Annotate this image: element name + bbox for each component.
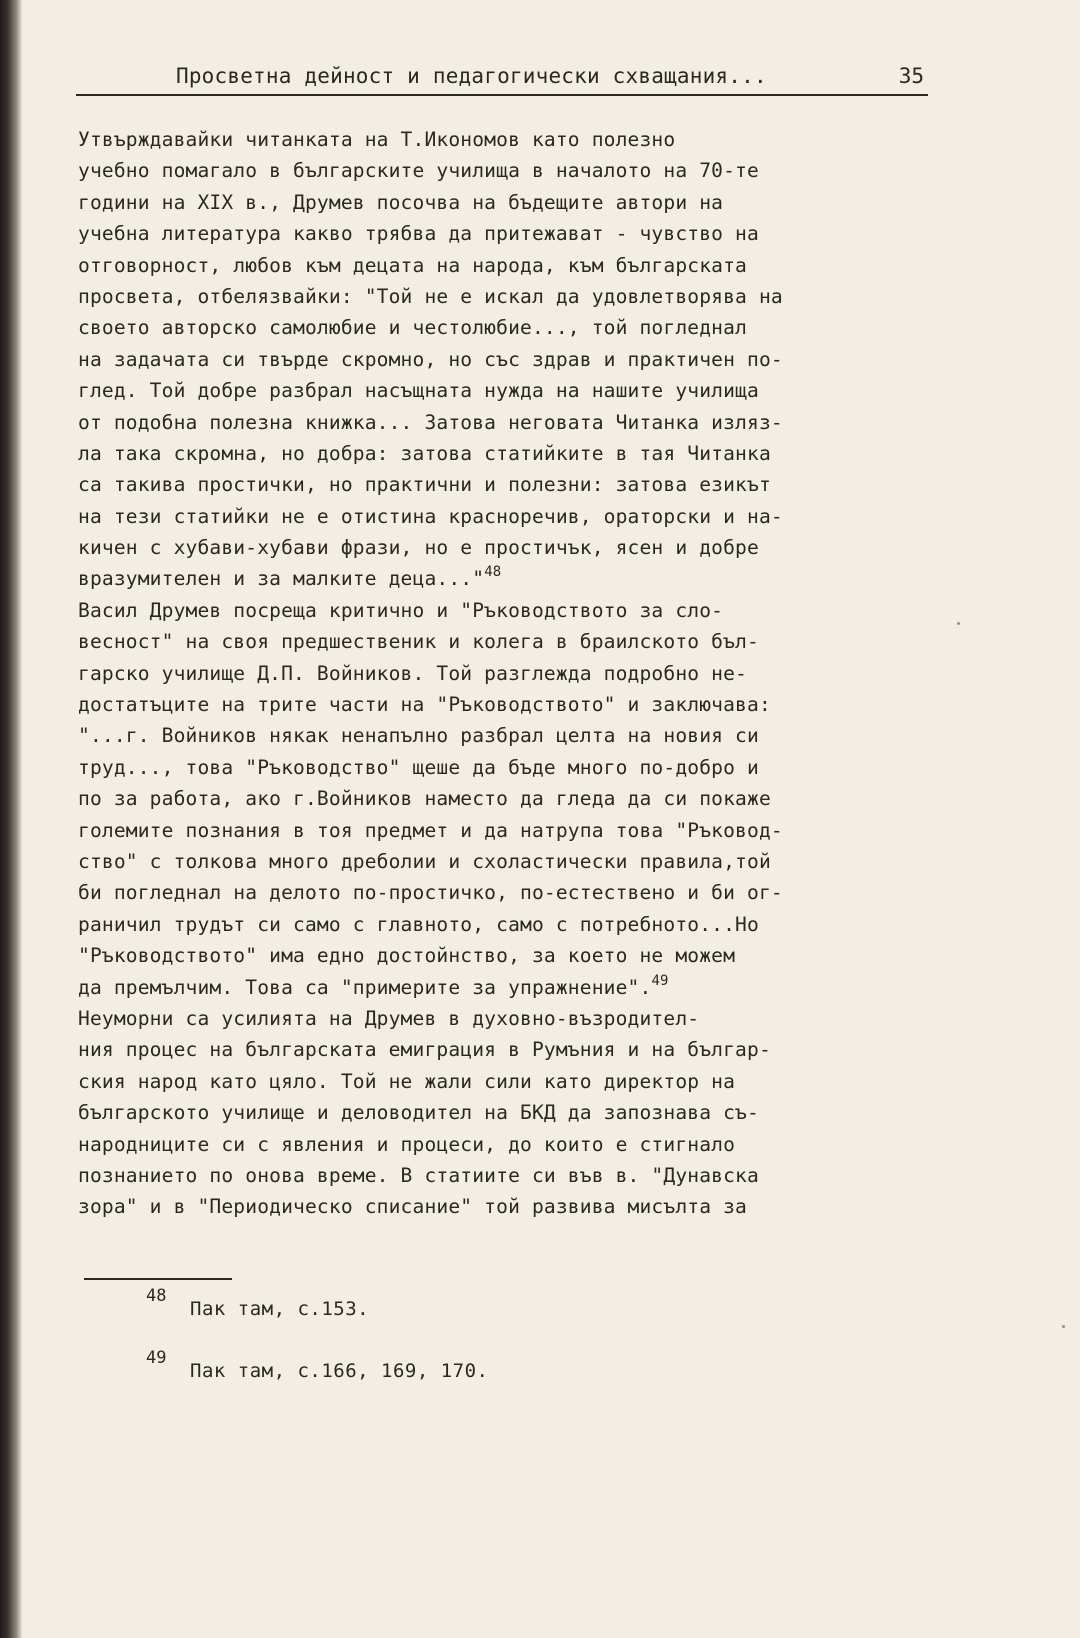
text-line: ство" с толкова много дреболии и схоластически правила,той — [78, 849, 771, 873]
text-line: големите познания в тоя предмет и да натрупа това "Ръковод- — [78, 818, 783, 842]
text-line: са такива простички, но практични и полезни: затова езикът — [78, 473, 771, 497]
text-line: на задачата си твърде скромно, но със здрав и практичен по- — [78, 347, 783, 371]
text-line: учебно помагало в българските училища в началото на 70-те — [78, 159, 759, 183]
text-line: българското училище и деловодител на БКД да запознава съ- — [78, 1101, 759, 1125]
body-text — [78, 124, 948, 1223]
text-line: ския народ като цяло. Той не жали сили като директор на — [78, 1069, 736, 1093]
text-line: народниците си с явления и процеси, до които е стигнало — [78, 1132, 736, 1156]
footnote-reference: 48 — [484, 564, 502, 581]
footnote-text: Пак там, с.166, 169, 170. — [190, 1360, 489, 1382]
text-line: на тези статийки не е отистина красноречив, ораторски и на- — [78, 504, 783, 528]
text-line: от подобна полезна книжка... Затова неговата Читанка изляз- — [78, 410, 783, 434]
scan-speck — [957, 622, 960, 625]
footnote-reference: 49 — [651, 972, 669, 989]
text-line: просвета, отбелязвайки: "Той не е искал да удовлетворява на — [78, 284, 783, 308]
text-line: весност" на своя предшественик и колега в браилското бъл- — [78, 630, 759, 654]
text-line: "...г. Войников някак ненапълно разбрал целта на новия си — [78, 724, 759, 748]
text-line: познанието по онова време. В статиите си във в. "Дунавска — [78, 1163, 759, 1187]
text-line: ния процес на българската емиграция в Румъния и на българ- — [78, 1038, 771, 1062]
footnote-number: 49 — [146, 1348, 167, 1368]
text-line: Утвърждавайки читанката на Т.Икономов като полезно — [78, 128, 676, 151]
text-line: раничил трудът си само с главното, само с потребното...Но — [78, 912, 759, 936]
page-number: 35 — [898, 64, 924, 88]
text-line: по за работа, ако г.Войников наместо да гледа да си покаже — [78, 787, 771, 811]
text-line-with-note-ref — [78, 972, 948, 1003]
text-line: години на XIX в., Друмев посочва на бъдещите автори на — [78, 190, 724, 214]
text-line: гарско училище Д.П. Войников. Той разглежда подробно не- — [78, 661, 747, 685]
scan-speck — [1062, 1325, 1065, 1328]
text-line: да премълчим. Това са "примерите за упражнение". — [78, 975, 652, 999]
text-line: учебна литература какво трябва да притежават - чувство на — [78, 222, 759, 246]
text-line: отговорност, любов към децата на народа, към българската — [78, 253, 747, 277]
text-line: кичен с хубави-хубави фрази, но е простичък, ясен и добре — [78, 536, 759, 560]
text-line: би погледнал на делото по-простичко, по-естествено и би ог- — [78, 881, 783, 905]
running-title: Просветна дейност и педагогически схващания... — [176, 64, 767, 88]
text-line: своето авторско самолюбие и честолюбие..., той погледнал — [78, 316, 747, 340]
text-line: достатъците на трите части на "Ръководството" и заключава: — [78, 693, 771, 717]
text-line: труд..., това "Ръководство" щеше да бъде много по-добро и — [78, 755, 759, 779]
footnote-text: Пак там, с.153. — [190, 1298, 370, 1320]
text-line: "Ръководството" има едно достойнство, за което не можем — [78, 944, 736, 968]
footnote-separator — [84, 1278, 232, 1280]
text-line-with-note-ref — [78, 563, 948, 594]
footnote-number: 48 — [146, 1286, 167, 1306]
text-line: зора" и в "Периодическо списание" той развива мисълта за — [78, 1195, 747, 1219]
text-line: Васил Друмев посреща критично и "Ръководството за сло- — [78, 598, 724, 622]
text-line: вразумителен и за малките деца..." — [78, 567, 485, 591]
text-line: Неуморни са усилията на Друмев в духовно-възродител- — [78, 1006, 700, 1030]
text-line: глед. Той добре разбрал насъщната нужда на нашите училища — [78, 379, 759, 403]
text-line: ла така скромна, но добра: затова статийките в тая Читанка — [78, 441, 771, 465]
running-header — [76, 60, 928, 96]
